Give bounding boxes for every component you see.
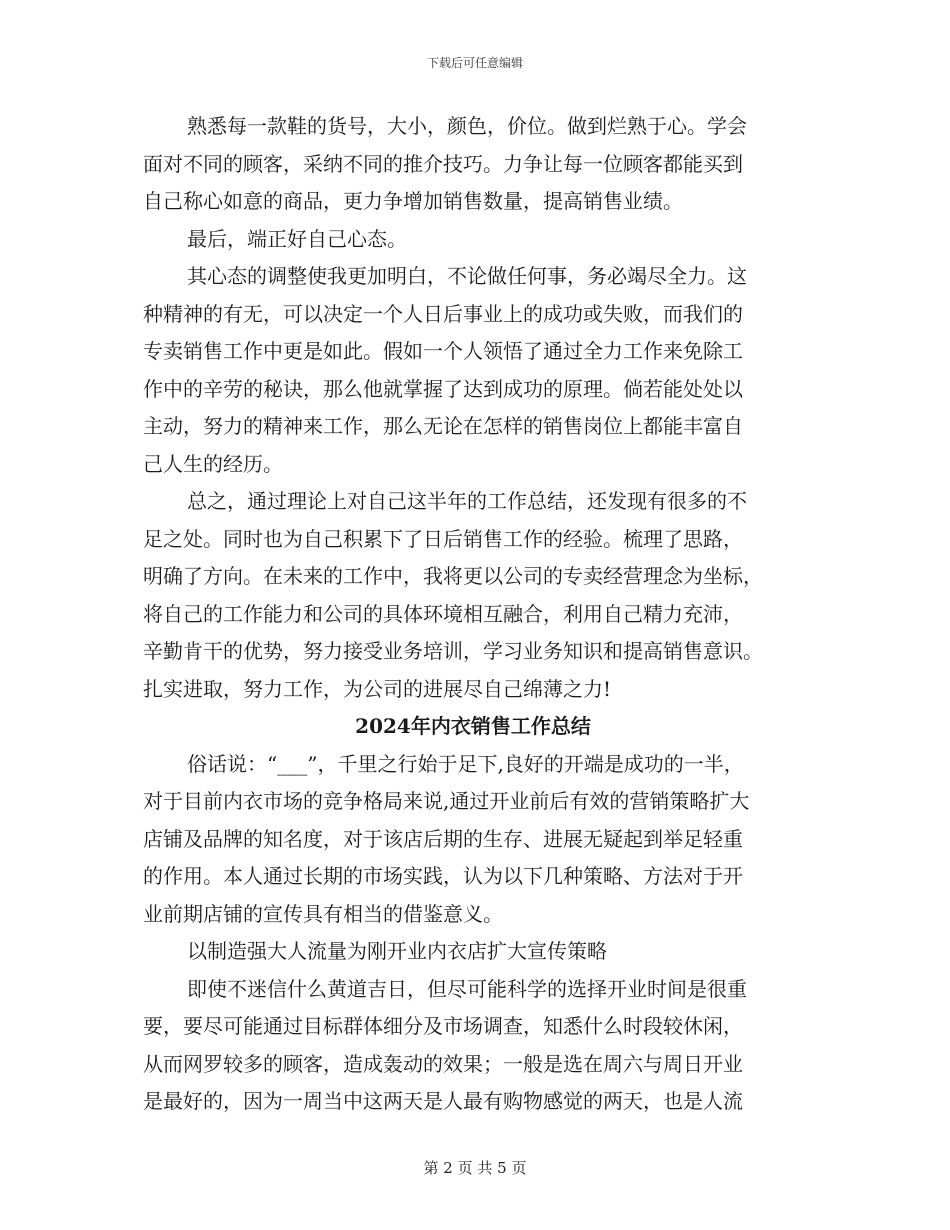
subheading-line: 以制造强大人流量为刚开业内衣店扩大宣传策略 bbox=[187, 939, 607, 963]
paragraph-line: 将自己的工作能力和公司的具体环境相互融合，利用自己精力充沛， bbox=[143, 601, 743, 626]
paragraph-line: 辛勤肯干的优势，努力接受业务培训，学习业务知识和提高销售意识。 bbox=[143, 639, 763, 663]
paragraph-line: 最后，端正好自己心态。 bbox=[187, 226, 407, 251]
paragraph-line: 主动，努力的精神来工作，那么无论在怎样的销售岗位上都能丰富自 bbox=[143, 414, 743, 438]
paragraph-line: 熟悉每一款鞋的货号，大小，颜色，价位。做到烂熟于心。学会 bbox=[187, 114, 747, 138]
paragraph-line: 对于目前内衣市场的竞争格局来说,通过开业前后有效的营销策略扩大 bbox=[143, 789, 750, 813]
page-header: 下载后可任意编辑 bbox=[426, 56, 523, 70]
paragraph-line: 作中的辛劳的秘诀，那么他就掌握了达到成功的原理。倘若能处处以 bbox=[143, 376, 743, 401]
paragraph-line: 足之处。同时也为自己积累下了日后销售工作的经验。梳理了思路， bbox=[143, 526, 743, 551]
paragraph-line: 总之，通过理论上对自己这半年的工作总结，还发现有很多的不 bbox=[187, 489, 747, 513]
paragraph-line: 俗话说：“___”，千里之行始于足下,良好的开端是成功的一半， bbox=[187, 751, 744, 776]
paragraph-line: 的作用。本人通过长期的市场实践，认为以下几种策略、方法对于开 bbox=[143, 864, 743, 888]
paragraph-line: 要，要尽可能通过目标群体细分及市场调查，知悉什么时段较休闲， bbox=[143, 1014, 743, 1038]
paragraph-line: 即使不迷信什么黄道吉日，但尽可能科学的选择开业时间是很重 bbox=[187, 976, 747, 1001]
paragraph-line: 店铺及品牌的知名度，对于该店后期的生存、进展无疑起到举足轻重 bbox=[143, 826, 743, 851]
paragraph-line: 从而网罗较多的顾客，造成轰动的效果；一般是选在周六与周日开业 bbox=[143, 1051, 743, 1076]
paragraph-line: 其心态的调整使我更加明白，不论做任何事，务必竭尽全力。这 bbox=[187, 264, 747, 288]
paragraph-line: 己人生的经历。 bbox=[143, 451, 283, 476]
paragraph-line: 专卖销售工作中更是如此。假如一个人领悟了通过全力工作来免除工 bbox=[143, 339, 743, 363]
paragraph-line: 种精神的有无，可以决定一个人日后事业上的成功或失败，而我们的 bbox=[143, 301, 743, 326]
paragraph-line: 扎实进取，努力工作，为公司的进展尽自己绵薄之力! bbox=[143, 676, 612, 701]
paragraph-line: 面对不同的顾客，采纳不同的推介技巧。力争让每一位顾客都能买到 bbox=[143, 151, 743, 176]
document-body bbox=[143, 108, 803, 1121]
paragraph-line: 是最好的，因为一周当中这两天是人最有购物感觉的两天，也是人流 bbox=[143, 1089, 743, 1113]
section-title: 2024年内衣销售工作总结 bbox=[355, 714, 591, 738]
paragraph-line: 自己称心如意的商品，更力争增加销售数量，提高销售业绩。 bbox=[143, 189, 683, 213]
page-number: 第 2 页 共 5 页 bbox=[423, 1159, 527, 1177]
paragraph-line: 明确了方向。在未来的工作中，我将更以公司的专卖经营理念为坐标， bbox=[143, 564, 763, 588]
paragraph-line: 业前期店铺的宣传具有相当的借鉴意义。 bbox=[143, 901, 503, 926]
